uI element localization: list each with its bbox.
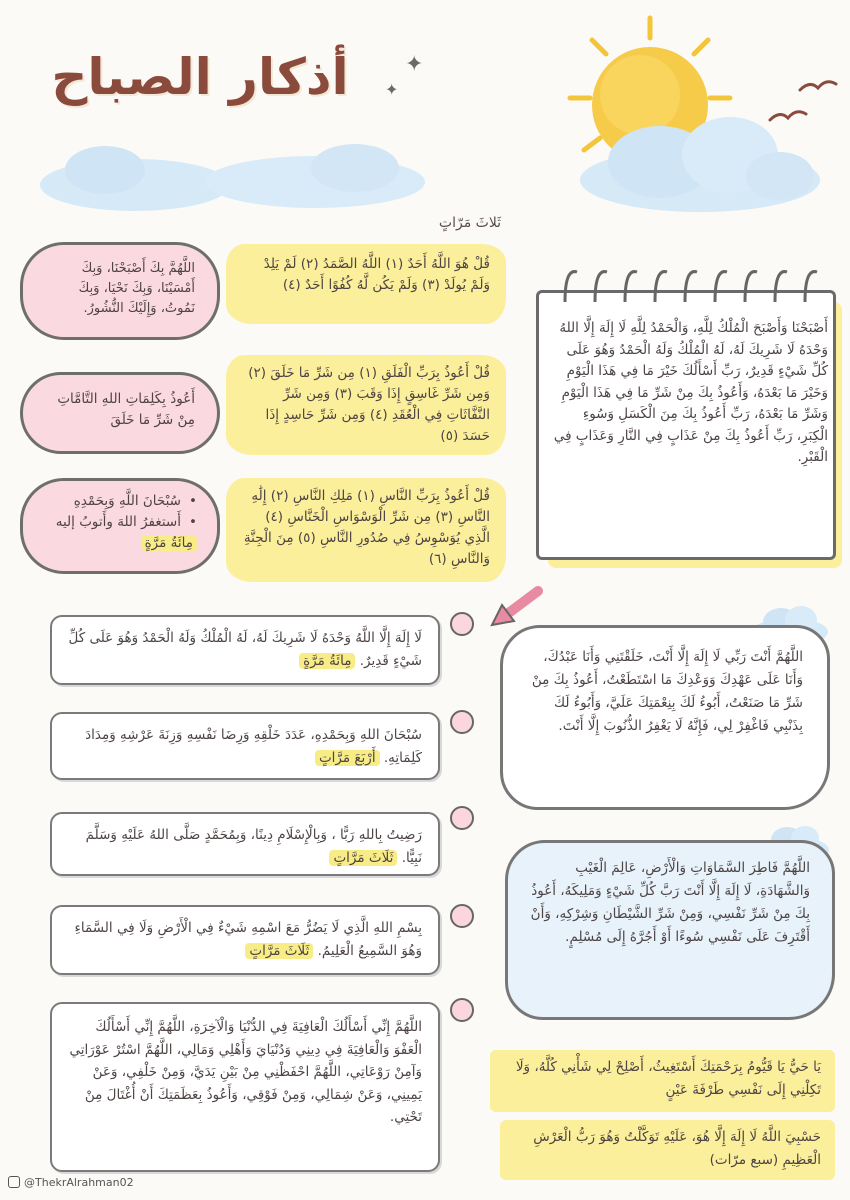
dhikr-text: حَسْبِيَ اللَّهُ لَا إِلَهَ إِلَّا هُوَ، عَلَيْهِ تَوَكَّلْتُ وَهُوَ رَبُّ الْعَرْشِ الْعَظِيمِ bbox=[533, 1129, 821, 1168]
pink-pill-2: أَعُوذُ بِكَلِمَاتِ اللهِ التَّامَّاتِ مِنْ شَرِّ مَا خَلَقَ bbox=[20, 372, 220, 454]
pill-line: • أَستغفرُ اللهَ وأَتوبُ إليه bbox=[43, 512, 197, 533]
count-badge: ثَلَاثَ مَرَّاتٍ bbox=[329, 850, 397, 866]
notebook-text: أَصْبَحْنَا وَأَصْبَحَ الْمُلْكُ لِلَّهِ، وَالْحَمْدُ لِلَّهِ لَا إِلَهَ إِلَّا اللهُ وَحْدَهُ لَا شَرِيكَ لَهُ، لَهُ الْمُلْكُ وَلَهُ الْحَمْدُ وَهُوَ عَلَى كُلِّ شَيْءٍ قَدِيرٌ، رَبِّ أَسْأَلُكَ خَيْرَ مَا فِي هَذَا الْيَوْمِ وَخَيْرَ مَا بَعْدَهُ، وَأَعُوذُ بِكَ مِنْ شَرِّ مَا فِي هَذَا الْيَوْمِ وَشَرِّ مَا بَعْدَهُ، رَبِّ أَعُوذُ بِكَ مِنَ الْكَسَلِ وَسُوءِ الْكِبَرِ، رَبِّ أَعُوذُ بِكَ مِنْ عَذَابٍ فِي النَّارِ وَعَذَابٍ فِي الْقَبْرِ. bbox=[553, 320, 828, 465]
pink-pill-3 bbox=[20, 478, 220, 574]
count-badge: مِائَةُ مَرَّةٍ bbox=[141, 535, 197, 551]
notebook-spiral-icon bbox=[555, 262, 825, 312]
bullet-dot bbox=[450, 806, 474, 830]
pink-pill-1: اللَّهُمَّ بِكَ أَصْبَحْنَا، وَبِكَ أَمْسَيْنَا، وَبِكَ نَحْيَا، وَبِكَ نَمُوتُ، وَإِلَيْكَ النُّشُورُ. bbox=[20, 242, 220, 340]
count-badge: سبع مرّات bbox=[714, 1152, 773, 1168]
dhikr-box-4 bbox=[50, 905, 440, 975]
author-handle-row bbox=[8, 1172, 134, 1192]
highlight-dua-1: يَا حَيُّ يَا قَيُّومُ بِرَحْمَتِكَ أَسْتَغِيثُ، أَصْلِحْ لِي شَأْنِي كُلَّهُ، وَلَا تَكِلْنِي إِلَى نَفْسِي طَرْفَةَ عَيْنٍ bbox=[490, 1050, 835, 1112]
instagram-icon bbox=[8, 1176, 20, 1188]
page-title: أذكار الصباح bbox=[51, 48, 349, 106]
dhikr-text: سُبْحَانَ اللهِ وَبِحَمْدِهِ، عَدَدَ خَلْقِهِ وَرِضَا نَفْسِهِ وَزِنَةَ عَرْشِهِ وَمِدَادَ كَلِمَاتِهِ. bbox=[85, 727, 422, 766]
dhikr-text: لَا إِلَهَ إِلَّا اللَّهُ وَحْدَهُ لَا شَرِيكَ لَهُ، لَهُ الْمُلْكُ وَلَهُ الْحَمْدُ وَهُوَ عَلَى كُلِّ شَيْءٍ قَدِيرٌ. bbox=[68, 630, 422, 669]
dhikr-box-1 bbox=[50, 615, 440, 685]
dua-bubble-2: اللَّهُمَّ فَاطِرَ السَّمَاوَاتِ وَالْأَرْضِ، عَالِمَ الْغَيْبِ وَالشَّهَادَةِ، لَا إِلَهَ إِلَّا أَنْتَ رَبَّ كُلِّ شَيْءٍ وَمَلِيكَهُ، أَعُوذُ بِكَ مِنْ شَرِّ نَفْسِي، وَمِنْ شَرِّ الشَّيْطَانِ وَشِرْكِهِ، وَأَنْ أَقْتَرِفَ عَلَى نَفْسِي سُوءًا أَوْ أَجُرَّهُ إِلَى مُسْلِمٍ. bbox=[505, 840, 835, 1020]
highlight-dua-2: حَسْبِيَ اللَّهُ لَا إِلَهَ إِلَّا هُوَ، عَلَيْهِ تَوَكَّلْتُ وَهُوَ رَبُّ الْعَرْشِ الْعَظِيمِ (سبع مرّات) bbox=[500, 1120, 835, 1180]
dhikr-text: رَضِيتُ بِاللهِ رَبًّا ، وَبِالْإِسْلَامِ دِينًا، وَبِمُحَمَّدٍ صَلَّى اللهُ عَلَيْهِ وَسَلَّمَ نَبِيًّا. bbox=[85, 827, 422, 866]
bullet-dot bbox=[450, 904, 474, 928]
sparkle-icon: ✦ bbox=[385, 80, 399, 99]
bullet-dot bbox=[450, 998, 474, 1022]
count-badge: مِائَةُ مَرَّةٍ bbox=[299, 653, 355, 669]
dua-bubble-1: اللَّهُمَّ أَنْتَ رَبِّي لَا إِلَهَ إِلَّا أَنْتَ، خَلَقْتَنِي وَأَنَا عَبْدُكَ، وَأَنَا عَلَى عَهْدِكَ وَوَعْدِكَ مَا اسْتَطَعْتُ، أَعُوذُ بِكَ مِنْ شَرِّ مَا صَنَعْتُ، أَبُوءُ لَكَ بِنِعْمَتِكَ عَلَيَّ، وَأَبُوءُ لَكَ بِذَنْبِي فَاغْفِرْ لِي، فَإِنَّهُ لَا يَغْفِرُ الذُّنُوبَ إِلَّا أَنْتَ. bbox=[500, 625, 830, 810]
surah-ikhlas: قُلْ هُوَ اللَّهُ أَحَدٌ (١) اللَّهُ الصَّمَدُ (٢) لَمْ يَلِدْ وَلَمْ يُولَدْ (٣) وَلَمْ يَكُن لَّهُ كُفُوًا أَحَدٌ (٤) bbox=[226, 244, 506, 324]
bird-icon bbox=[760, 70, 840, 140]
dhikr-box-3 bbox=[50, 812, 440, 876]
pill-line: • سُبْحَانَ اللَّهِ وَبِحَمْدِهِ bbox=[43, 491, 197, 512]
sparkle-icon: ✦ bbox=[405, 52, 424, 77]
bullet-dot bbox=[450, 710, 474, 734]
dhikr-text: بِسْمِ اللهِ الَّذِي لَا يَضُرُّ مَعَ اسْمِهِ شَيْءٌ فِي الْأَرْضِ وَلَا فِي السَّمَاءِ وَهُوَ السَّمِيعُ الْعَلِيمُ. bbox=[74, 920, 422, 959]
author-handle[interactable]: @ThekrAlrahman02 bbox=[24, 1175, 134, 1189]
surah-falaq: قُلْ أَعُوذُ بِرَبِّ الْفَلَقِ (١) مِن شَرِّ مَا خَلَقَ (٢) وَمِن شَرِّ غَاسِقٍ إِذَا وَقَبَ (٣) وَمِن شَرِّ النَّفَّاثَاتِ فِي الْعُقَدِ (٤) وَمِن شَرِّ حَاسِدٍ إِذَا حَسَدَ (٥) bbox=[226, 355, 506, 455]
bullet-dot bbox=[450, 612, 474, 636]
count-badge: ثَلَاثَ مَرَّاتٍ bbox=[245, 943, 313, 959]
cloud-icon bbox=[25, 140, 445, 220]
dhikr-box-2 bbox=[50, 712, 440, 780]
surah-nas: قُلْ أَعُوذُ بِرَبِّ النَّاسِ (١) مَلِكِ النَّاسِ (٢) إِلَٰهِ النَّاسِ (٣) مِن شَرِّ الْوَسْوَاسِ الْخَنَّاسِ (٤) الَّذِي يُوَسْوِسُ فِي صُدُورِ النَّاسِ (٥) مِنَ الْجِنَّةِ وَالنَّاسِ (٦) bbox=[226, 478, 506, 582]
count-badge: أَرْبَعَ مَرَّاتٍ bbox=[315, 750, 380, 766]
section-label: ثَلاثَ مَرّاتٍ bbox=[438, 215, 502, 231]
dhikr-box-5: اللَّهُمَّ إِنِّي أَسْأَلُكَ الْعَافِيَةَ فِي الدُّنْيَا وَالْآخِرَةِ، اللَّهُمَّ إِنِّي أَسْأَلُكَ الْعَفْوَ وَالْعَافِيَةَ فِي دِينِي وَدُنْيَايَ وَأَهْلِي وَمَالِي، اللَّهُمَّ اسْتُرْ عَوْرَاتِي وَآمِنْ رَوْعَاتِي، اللَّهُمَّ احْفَظْنِي مِنْ بَيْنِ يَدَيَّ، وَمِنْ خَلْفِي، وَعَنْ يَمِينِي، وَعَنْ شِمَالِي، وَمِنْ فَوْقِي، وَأَعُوذُ بِعَظَمَتِكَ أَنْ أُغْتَالَ مِنْ تَحْتِي. bbox=[50, 1002, 440, 1172]
